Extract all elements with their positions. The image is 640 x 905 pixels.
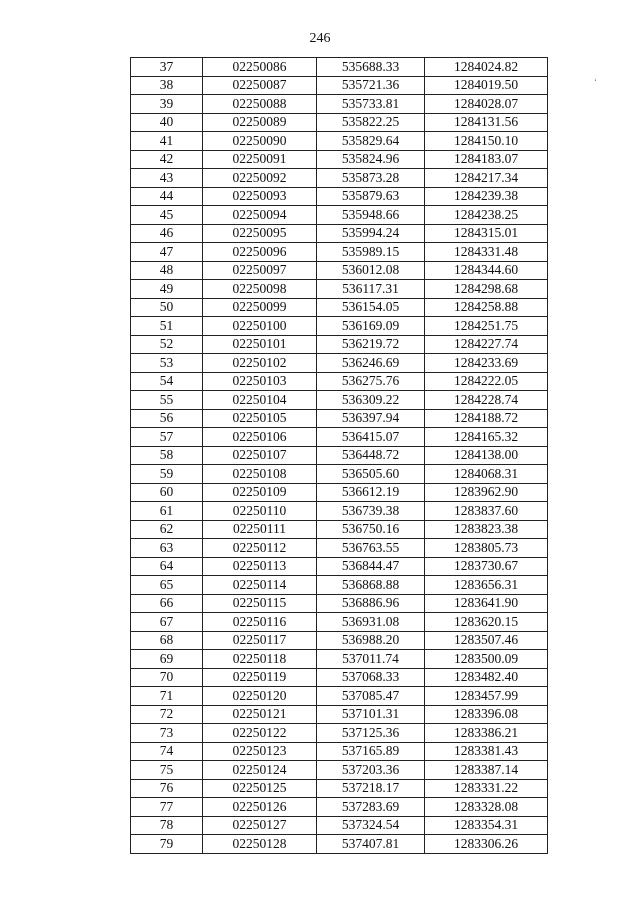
coordinate-y-cell: 1284251.75	[425, 317, 548, 336]
point-code-cell: 02250090	[203, 132, 317, 151]
point-number-cell: 64	[131, 557, 203, 576]
coordinate-x-cell: 535824.96	[317, 150, 425, 169]
coordinate-x-cell: 536219.72	[317, 335, 425, 354]
coordinate-y-cell: 1284239.38	[425, 187, 548, 206]
coordinate-x-cell: 536612.19	[317, 483, 425, 502]
table-row	[131, 613, 548, 632]
table-row	[131, 206, 548, 225]
point-code-cell: 02250098	[203, 280, 317, 299]
point-number-cell: 40	[131, 113, 203, 132]
table-row	[131, 76, 548, 95]
coordinate-y-cell: 1284222.05	[425, 372, 548, 391]
point-number-cell: 53	[131, 354, 203, 373]
point-number-cell: 59	[131, 465, 203, 484]
point-code-cell: 02250111	[203, 520, 317, 539]
table-row	[131, 335, 548, 354]
coordinate-y-cell: 1283482.40	[425, 668, 548, 687]
coordinate-y-cell: 1284331.48	[425, 243, 548, 262]
coordinate-x-cell: 537324.54	[317, 816, 425, 835]
coordinate-x-cell: 535873.28	[317, 169, 425, 188]
point-code-cell: 02250100	[203, 317, 317, 336]
point-code-cell: 02250113	[203, 557, 317, 576]
table-row	[131, 520, 548, 539]
coordinate-x-cell: 535948.66	[317, 206, 425, 225]
coordinate-x-cell: 536868.88	[317, 576, 425, 595]
coordinate-x-cell: 536448.72	[317, 446, 425, 465]
coordinate-y-cell: 1283386.21	[425, 724, 548, 743]
point-code-cell: 02250112	[203, 539, 317, 558]
coordinate-x-cell: 535688.33	[317, 58, 425, 77]
point-number-cell: 57	[131, 428, 203, 447]
point-number-cell: 49	[131, 280, 203, 299]
point-number-cell: 69	[131, 650, 203, 669]
coordinate-y-cell: 1284315.01	[425, 224, 548, 243]
table-row	[131, 779, 548, 798]
point-code-cell: 02250114	[203, 576, 317, 595]
coordinate-x-cell: 536415.07	[317, 428, 425, 447]
coordinate-x-cell: 537203.36	[317, 761, 425, 780]
point-number-cell: 66	[131, 594, 203, 613]
point-number-cell: 39	[131, 95, 203, 114]
point-code-cell: 02250128	[203, 835, 317, 854]
point-code-cell: 02250125	[203, 779, 317, 798]
coordinate-y-cell: 1283396.08	[425, 705, 548, 724]
point-number-cell: 58	[131, 446, 203, 465]
point-code-cell: 02250097	[203, 261, 317, 280]
coordinate-x-cell: 535733.81	[317, 95, 425, 114]
coordinate-y-cell: 1283656.31	[425, 576, 548, 595]
table-row	[131, 261, 548, 280]
coordinate-x-cell: 537011.74	[317, 650, 425, 669]
coordinate-y-cell: 1284131.56	[425, 113, 548, 132]
point-number-cell: 44	[131, 187, 203, 206]
table-row	[131, 58, 548, 77]
point-number-cell: 52	[131, 335, 203, 354]
table-row	[131, 446, 548, 465]
point-code-cell: 02250123	[203, 742, 317, 761]
point-number-cell: 41	[131, 132, 203, 151]
coordinate-y-cell: 1283354.31	[425, 816, 548, 835]
table-row	[131, 187, 548, 206]
point-code-cell: 02250118	[203, 650, 317, 669]
point-number-cell: 56	[131, 409, 203, 428]
point-code-cell: 02250095	[203, 224, 317, 243]
coordinate-x-cell: 536154.05	[317, 298, 425, 317]
coordinate-x-cell: 537101.31	[317, 705, 425, 724]
coordinate-x-cell: 535989.15	[317, 243, 425, 262]
coordinate-y-cell: 1284028.07	[425, 95, 548, 114]
coordinate-x-cell: 535822.25	[317, 113, 425, 132]
coordinate-x-cell: 536931.08	[317, 613, 425, 632]
page-number: 246	[309, 31, 331, 46]
coordinate-y-cell: 1284344.60	[425, 261, 548, 280]
coordinate-x-cell: 535829.64	[317, 132, 425, 151]
coordinate-y-cell: 1284188.72	[425, 409, 548, 428]
margin-tick-mark: ‘	[594, 77, 597, 87]
point-code-cell: 02250121	[203, 705, 317, 724]
point-code-cell: 02250122	[203, 724, 317, 743]
point-code-cell: 02250092	[203, 169, 317, 188]
coordinate-x-cell: 536739.38	[317, 502, 425, 521]
coordinate-y-cell: 1284138.00	[425, 446, 548, 465]
coordinate-y-cell: 1283328.08	[425, 798, 548, 817]
point-code-cell: 02250102	[203, 354, 317, 373]
coordinate-x-cell: 536844.47	[317, 557, 425, 576]
table-row	[131, 761, 548, 780]
table-row	[131, 816, 548, 835]
table-row	[131, 354, 548, 373]
table-row	[131, 576, 548, 595]
point-code-cell: 02250099	[203, 298, 317, 317]
point-code-cell: 02250094	[203, 206, 317, 225]
coordinate-x-cell: 536117.31	[317, 280, 425, 299]
point-number-cell: 75	[131, 761, 203, 780]
point-code-cell: 02250115	[203, 594, 317, 613]
point-number-cell: 73	[131, 724, 203, 743]
point-code-cell: 02250093	[203, 187, 317, 206]
table-row	[131, 724, 548, 743]
table-row	[131, 705, 548, 724]
table-row	[131, 631, 548, 650]
table-row	[131, 113, 548, 132]
table-row	[131, 650, 548, 669]
point-number-cell: 46	[131, 224, 203, 243]
table-row	[131, 243, 548, 262]
table-row	[131, 280, 548, 299]
point-number-cell: 51	[131, 317, 203, 336]
table-row	[131, 465, 548, 484]
coordinate-y-cell: 1283620.15	[425, 613, 548, 632]
point-number-cell: 72	[131, 705, 203, 724]
table-row	[131, 169, 548, 188]
table-row	[131, 150, 548, 169]
point-code-cell: 02250103	[203, 372, 317, 391]
point-number-cell: 63	[131, 539, 203, 558]
point-number-cell: 79	[131, 835, 203, 854]
point-number-cell: 37	[131, 58, 203, 77]
point-code-cell: 02250119	[203, 668, 317, 687]
coordinate-y-cell: 1284068.31	[425, 465, 548, 484]
point-code-cell: 02250096	[203, 243, 317, 262]
table-row	[131, 428, 548, 447]
point-number-cell: 48	[131, 261, 203, 280]
coordinate-y-cell: 1284183.07	[425, 150, 548, 169]
table-row	[131, 224, 548, 243]
point-code-cell: 02250101	[203, 335, 317, 354]
point-code-cell: 02250107	[203, 446, 317, 465]
table-row	[131, 594, 548, 613]
coordinate-y-cell: 1284298.68	[425, 280, 548, 299]
coordinate-x-cell: 537218.17	[317, 779, 425, 798]
coordinate-x-cell: 536309.22	[317, 391, 425, 410]
coordinate-y-cell: 1284150.10	[425, 132, 548, 151]
coordinate-y-cell: 1283837.60	[425, 502, 548, 521]
point-number-cell: 61	[131, 502, 203, 521]
point-code-cell: 02250104	[203, 391, 317, 410]
coordinate-y-cell: 1283381.43	[425, 742, 548, 761]
point-code-cell: 02250106	[203, 428, 317, 447]
point-number-cell: 76	[131, 779, 203, 798]
point-number-cell: 38	[131, 76, 203, 95]
coordinate-x-cell: 536169.09	[317, 317, 425, 336]
coordinate-y-cell: 1283500.09	[425, 650, 548, 669]
coordinate-x-cell: 536505.60	[317, 465, 425, 484]
point-code-cell: 02250127	[203, 816, 317, 835]
coordinate-y-cell: 1283306.26	[425, 835, 548, 854]
coordinate-x-cell: 537068.33	[317, 668, 425, 687]
coordinate-x-cell: 535879.63	[317, 187, 425, 206]
point-code-cell: 02250089	[203, 113, 317, 132]
coordinate-x-cell: 536763.55	[317, 539, 425, 558]
table-row	[131, 742, 548, 761]
coordinate-y-cell: 1283805.73	[425, 539, 548, 558]
point-number-cell: 70	[131, 668, 203, 687]
point-code-cell: 02250087	[203, 76, 317, 95]
coordinate-y-cell: 1284228.74	[425, 391, 548, 410]
point-number-cell: 71	[131, 687, 203, 706]
point-number-cell: 74	[131, 742, 203, 761]
point-code-cell: 02250120	[203, 687, 317, 706]
coordinate-x-cell: 536246.69	[317, 354, 425, 373]
coordinate-y-cell: 1283387.14	[425, 761, 548, 780]
coordinate-x-cell: 536750.16	[317, 520, 425, 539]
table-row	[131, 372, 548, 391]
coordinate-y-cell: 1284258.88	[425, 298, 548, 317]
point-number-cell: 42	[131, 150, 203, 169]
coordinate-y-cell: 1284227.74	[425, 335, 548, 354]
point-number-cell: 50	[131, 298, 203, 317]
coordinate-y-cell: 1283641.90	[425, 594, 548, 613]
table-row	[131, 391, 548, 410]
table-row	[131, 668, 548, 687]
point-code-cell: 02250124	[203, 761, 317, 780]
point-code-cell: 02250105	[203, 409, 317, 428]
point-code-cell: 02250126	[203, 798, 317, 817]
coordinate-y-cell: 1284233.69	[425, 354, 548, 373]
coordinate-y-cell: 1283457.99	[425, 687, 548, 706]
point-code-cell: 02250086	[203, 58, 317, 77]
point-code-cell: 02250110	[203, 502, 317, 521]
coordinate-y-cell: 1284019.50	[425, 76, 548, 95]
point-number-cell: 68	[131, 631, 203, 650]
point-number-cell: 54	[131, 372, 203, 391]
coordinate-x-cell: 537165.89	[317, 742, 425, 761]
coordinate-x-cell: 536397.94	[317, 409, 425, 428]
point-number-cell: 65	[131, 576, 203, 595]
point-number-cell: 45	[131, 206, 203, 225]
coordinate-x-cell: 536275.76	[317, 372, 425, 391]
coordinate-y-cell: 1284217.34	[425, 169, 548, 188]
coordinate-y-cell: 1284238.25	[425, 206, 548, 225]
coordinates-table	[130, 57, 548, 854]
point-code-cell: 02250091	[203, 150, 317, 169]
coordinate-y-cell: 1283507.46	[425, 631, 548, 650]
table-row	[131, 557, 548, 576]
point-number-cell: 55	[131, 391, 203, 410]
coordinate-y-cell: 1284024.82	[425, 58, 548, 77]
table-row	[131, 502, 548, 521]
coordinate-x-cell: 537407.81	[317, 835, 425, 854]
table-row	[131, 409, 548, 428]
point-number-cell: 62	[131, 520, 203, 539]
coordinate-y-cell: 1283962.90	[425, 483, 548, 502]
point-code-cell: 02250108	[203, 465, 317, 484]
coordinate-x-cell: 537283.69	[317, 798, 425, 817]
point-code-cell: 02250116	[203, 613, 317, 632]
table-row	[131, 835, 548, 854]
point-code-cell: 02250088	[203, 95, 317, 114]
table-row	[131, 95, 548, 114]
coordinate-x-cell: 537125.36	[317, 724, 425, 743]
point-code-cell: 02250109	[203, 483, 317, 502]
coordinate-x-cell: 536886.96	[317, 594, 425, 613]
coordinate-y-cell: 1283823.38	[425, 520, 548, 539]
coordinates-table-body	[131, 58, 548, 854]
coordinate-y-cell: 1284165.32	[425, 428, 548, 447]
coordinate-y-cell: 1283730.67	[425, 557, 548, 576]
coordinate-x-cell: 536988.20	[317, 631, 425, 650]
coordinate-x-cell: 535994.24	[317, 224, 425, 243]
point-code-cell: 02250117	[203, 631, 317, 650]
table-row	[131, 798, 548, 817]
table-row	[131, 539, 548, 558]
point-number-cell: 78	[131, 816, 203, 835]
coordinate-x-cell: 537085.47	[317, 687, 425, 706]
coordinate-x-cell: 536012.08	[317, 261, 425, 280]
point-number-cell: 77	[131, 798, 203, 817]
point-number-cell: 60	[131, 483, 203, 502]
table-row	[131, 317, 548, 336]
coordinate-y-cell: 1283331.22	[425, 779, 548, 798]
point-number-cell: 67	[131, 613, 203, 632]
coordinate-x-cell: 535721.36	[317, 76, 425, 95]
table-row	[131, 687, 548, 706]
table-row	[131, 298, 548, 317]
table-row	[131, 132, 548, 151]
table-row	[131, 483, 548, 502]
point-number-cell: 47	[131, 243, 203, 262]
point-number-cell: 43	[131, 169, 203, 188]
